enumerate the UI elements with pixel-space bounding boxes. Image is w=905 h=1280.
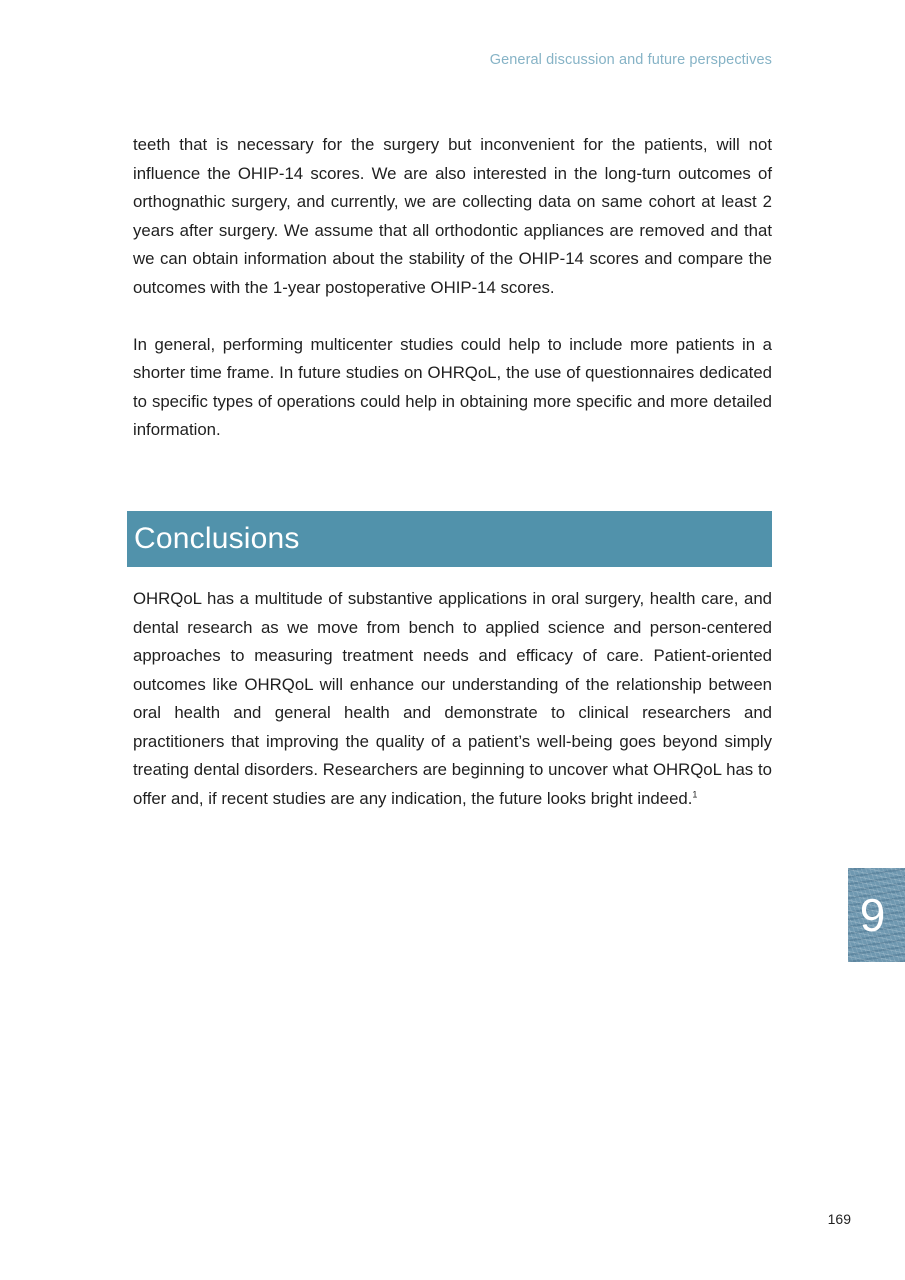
paragraph: In general, performing multicenter studies could help to include more patients in a shorter time frame. In future studies on OHRQoL, the use of questionnaires dedicated to specific types of operations could help in obtaining more specific and more detailed information. <box>133 334 772 439</box>
conclusion-section <box>133 585 772 813</box>
conclusion-paragraph <box>133 585 772 813</box>
paragraph: teeth that is necessary for the surgery but inconvenient for the patients, will not influence the OHIP-14 scores. We are also interested in the long-turn outcomes of orthognathic surgery, and currently, we are collecting data on same cohort at least 2 years after surgery. We assume that all orthodontic appliances are removed and that we can obtain information about the stability of the OHIP-14 scores and compare the outcomes with the 1-year postoperative OHIP-14 scores. <box>133 135 772 297</box>
running-header: General discussion and future perspectives <box>489 52 772 68</box>
page-number: 169 <box>827 1211 851 1227</box>
section-heading-bar <box>127 511 772 567</box>
chapter-number: 9 <box>859 889 886 941</box>
section-title: Conclusions <box>134 522 300 555</box>
reference-marker: 1 <box>692 788 698 799</box>
conclusion-text: OHRQoL has a multitude of substantive applications in oral surgery, health care, and dental research as we move from bench to applied science and person-centered approaches to measuring treatment needs and efficacy of care. Patient-oriented outcomes like OHRQoL will enhance our understanding of the relationship between oral health and general health and demonstrate to clinical researchers and practitioners that improving the quality of a patient’s well-being goes beyond simply treating dental disorders. Researchers are beginning to uncover what OHRQoL has to offer and, if recent studies are any indication, the future looks bright indeed. <box>133 589 772 808</box>
body-text <box>133 131 772 445</box>
chapter-tab <box>848 868 905 962</box>
